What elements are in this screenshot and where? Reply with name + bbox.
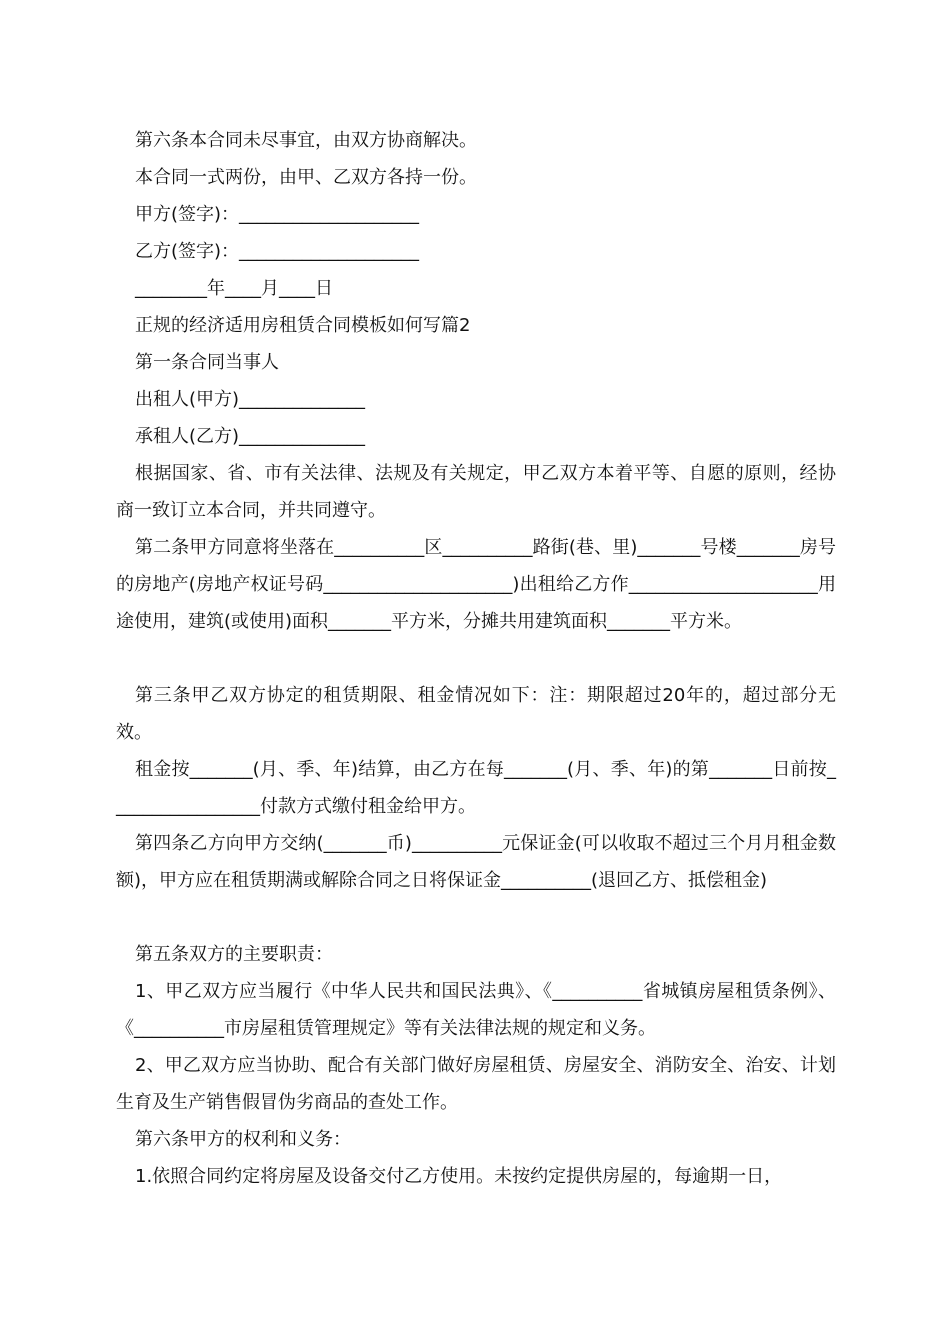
section-title: 正规的经济适用房租赁合同模板如何写篇2 <box>135 315 471 336</box>
paragraph-rent-settlement: 租金按_______(月、季、年)结算，由乙方在每_______(月、季、年)的第_______日前按_________________付款方式缴付租金给甲方。 <box>116 759 836 817</box>
paragraph-lessee: 承租人(乙方)______________ <box>135 426 366 447</box>
paragraph-article-5: 第五条双方的主要职责： <box>135 944 333 965</box>
paragraph-article-1: 第一条合同当事人 <box>135 352 279 373</box>
paragraph-article-4: 第四条乙方向甲方交纳(_______币)__________元保证金(可以收取不超过三个月月租金数额)，甲方应在租赁期满或解除合同之日将保证金__________(退回乙方、抵偿租金) <box>116 833 836 891</box>
paragraph-duty-1: 1、甲乙双方应当履行《中华人民共和国民法典》、《__________省城镇房屋租赁条例》、《__________市房屋租赁管理规定》等有关法律法规的规定和义务。 <box>116 981 836 1039</box>
paragraph-article-6-negotiation: 第六条本合同未尽事宜，由双方协商解决。 <box>135 130 477 151</box>
paragraph-date-line: ________年____月____日 <box>135 278 333 299</box>
paragraph-article-2: 第二条甲方同意将坐落在__________区__________路街(巷、里)_______号楼_______房号的房地产(房地产权证号码_____________________)出租给乙方作_____________________用途使用，建筑(或使用)面积_______平方米，分摊共用建筑面积_______平方米。 <box>116 537 836 632</box>
paragraph-lessor: 出租人(甲方)______________ <box>135 389 366 410</box>
paragraph-copies: 本合同一式两份，由甲、乙双方各持一份。 <box>135 167 477 188</box>
paragraph-duty-2: 2、甲乙双方应当协助、配合有关部门做好房屋租赁、房屋安全、消防安全、治安、计划生育及生产销售假冒伪劣商品的查处工作。 <box>116 1055 836 1113</box>
paragraph-party-b-signature: 乙方(签字)：____________________ <box>135 241 420 262</box>
paragraph-preamble: 根据国家、省、市有关法律、法规及有关规定，甲乙双方本着平等、自愿的原则，经协商一致订立本合同，并共同遵守。 <box>116 463 836 521</box>
paragraph-party-a-signature: 甲方(签字)：____________________ <box>135 204 420 225</box>
paragraph-article-6: 第六条甲方的权利和义务： <box>135 1129 351 1150</box>
paragraph-article-3: 第三条甲乙双方协定的租赁期限、租金情况如下：注：期限超过20年的，超过部分无效。 <box>116 685 836 743</box>
paragraph-right-1: 1.依照合同约定将房屋及设备交付乙方使用。未按约定提供房屋的，每逾期一日， <box>135 1166 783 1187</box>
